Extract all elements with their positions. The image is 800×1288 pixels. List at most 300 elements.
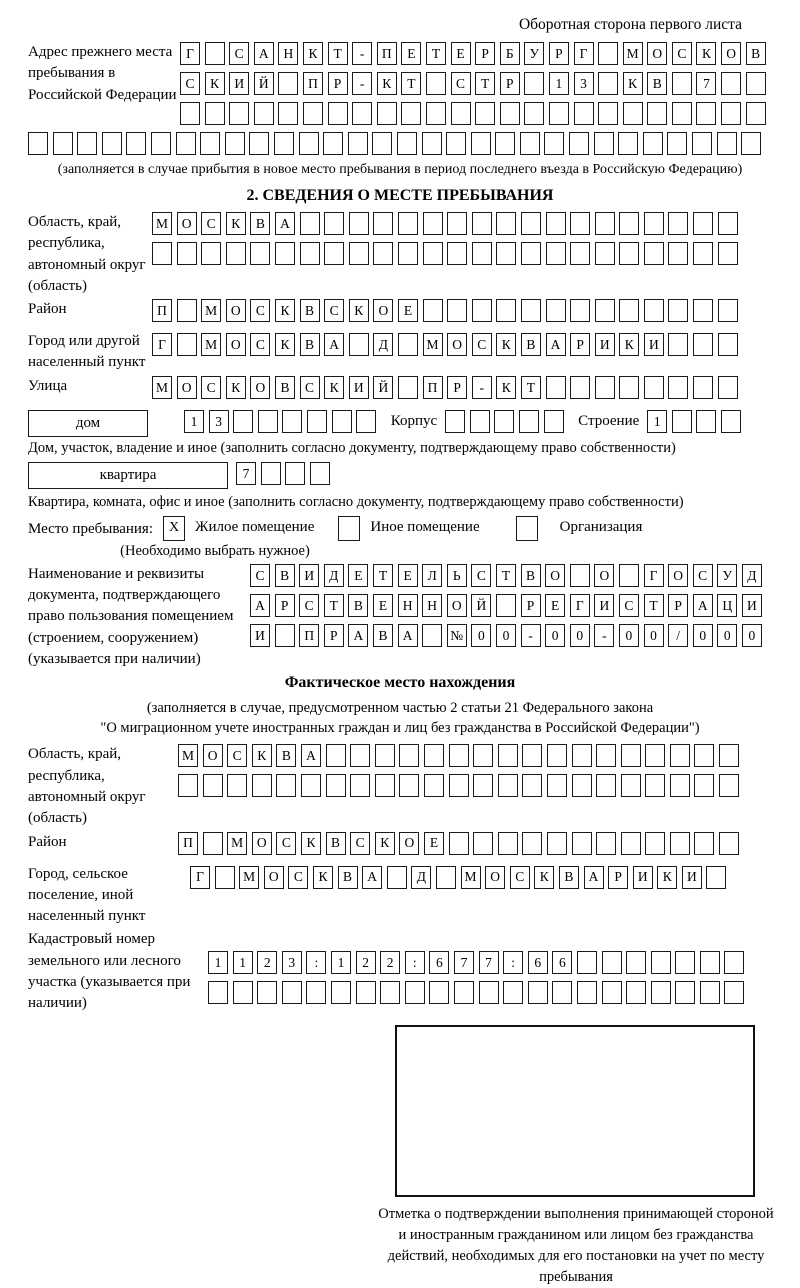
form-cell[interactable] (261, 462, 281, 485)
form-cell[interactable] (496, 212, 516, 235)
form-cell[interactable]: Р (570, 333, 590, 356)
form-cell[interactable]: Д (411, 866, 431, 889)
form-cell[interactable]: 0 (496, 624, 516, 647)
form-cell[interactable] (546, 242, 566, 265)
form-cell[interactable]: Й (373, 376, 393, 399)
form-cell[interactable]: С (693, 564, 713, 587)
form-cell[interactable] (348, 132, 368, 155)
form-cell[interactable]: Н (278, 42, 298, 65)
form-cell[interactable] (521, 242, 541, 265)
form-cell[interactable] (498, 774, 518, 797)
form-cell[interactable] (326, 744, 346, 767)
form-cell[interactable] (449, 832, 469, 855)
form-cell[interactable] (572, 774, 592, 797)
form-cell[interactable]: И (229, 72, 249, 95)
form-cell[interactable] (546, 376, 566, 399)
form-cell[interactable]: Е (424, 832, 444, 855)
form-cell[interactable]: В (338, 866, 358, 889)
form-cell[interactable] (644, 212, 664, 235)
form-cell[interactable]: О (668, 564, 688, 587)
form-cell[interactable] (602, 981, 622, 1004)
form-cell[interactable] (398, 212, 418, 235)
form-cell[interactable]: В (647, 72, 667, 95)
form-cell[interactable] (423, 299, 443, 322)
form-cell[interactable] (307, 410, 327, 433)
form-cell[interactable]: И (594, 594, 614, 617)
form-cell[interactable]: И (595, 333, 615, 356)
form-cell[interactable] (326, 774, 346, 797)
form-cell[interactable] (200, 132, 220, 155)
form-cell[interactable]: К (313, 866, 333, 889)
form-cell[interactable] (718, 376, 738, 399)
form-cell[interactable] (471, 132, 491, 155)
checkbox-organizatsiya[interactable] (516, 516, 538, 541)
form-cell[interactable]: И (682, 866, 702, 889)
form-cell[interactable] (399, 744, 419, 767)
form-cell[interactable] (626, 981, 646, 1004)
form-cell[interactable]: 1 (647, 410, 667, 433)
form-cell[interactable] (521, 299, 541, 322)
form-cell[interactable]: 2 (356, 951, 376, 974)
form-cell[interactable]: Т (328, 42, 348, 65)
form-cell[interactable] (668, 299, 688, 322)
form-cell[interactable]: 0 (742, 624, 762, 647)
form-cell[interactable]: / (668, 624, 688, 647)
form-cell[interactable] (53, 132, 73, 155)
form-cell[interactable] (276, 774, 296, 797)
form-cell[interactable]: 1 (331, 951, 351, 974)
form-cell[interactable]: О (226, 333, 246, 356)
form-cell[interactable] (520, 132, 540, 155)
form-cell[interactable] (375, 774, 395, 797)
form-cell[interactable]: А (584, 866, 604, 889)
form-cell[interactable]: Г (152, 333, 172, 356)
form-cell[interactable]: : (405, 951, 425, 974)
form-cell[interactable]: К (226, 212, 246, 235)
form-cell[interactable] (675, 981, 695, 1004)
form-cell[interactable]: Г (570, 594, 590, 617)
form-cell[interactable]: 3 (574, 72, 594, 95)
form-cell[interactable] (693, 376, 713, 399)
form-cell[interactable] (521, 212, 541, 235)
form-cell[interactable]: - (352, 72, 372, 95)
form-cell[interactable]: К (619, 333, 639, 356)
form-cell[interactable]: Е (398, 564, 418, 587)
form-cell[interactable] (445, 410, 465, 433)
form-cell[interactable]: К (377, 72, 397, 95)
form-cell[interactable]: В (300, 299, 320, 322)
form-cell[interactable] (324, 212, 344, 235)
form-cell[interactable]: Т (401, 72, 421, 95)
form-cell[interactable] (741, 132, 761, 155)
form-cell[interactable] (177, 299, 197, 322)
form-cell[interactable] (249, 132, 269, 155)
form-cell[interactable] (375, 744, 395, 767)
form-cell[interactable] (422, 132, 442, 155)
form-cell[interactable]: М (239, 866, 259, 889)
form-cell[interactable] (300, 212, 320, 235)
form-cell[interactable]: С (288, 866, 308, 889)
form-cell[interactable] (670, 832, 690, 855)
form-cell[interactable] (621, 744, 641, 767)
form-cell[interactable]: Т (521, 376, 541, 399)
form-cell[interactable] (205, 42, 225, 65)
form-cell[interactable] (693, 212, 713, 235)
form-cell[interactable] (577, 981, 597, 1004)
form-cell[interactable] (718, 299, 738, 322)
form-cell[interactable] (647, 102, 667, 125)
form-cell[interactable] (700, 951, 720, 974)
form-cell[interactable] (524, 72, 544, 95)
form-cell[interactable] (645, 774, 665, 797)
form-cell[interactable] (721, 102, 741, 125)
form-cell[interactable]: П (178, 832, 198, 855)
form-cell[interactable]: А (348, 624, 368, 647)
form-cell[interactable]: Е (373, 594, 393, 617)
form-cell[interactable]: И (644, 333, 664, 356)
form-cell[interactable] (306, 981, 326, 1004)
form-cell[interactable] (176, 132, 196, 155)
form-cell[interactable] (323, 132, 343, 155)
form-cell[interactable] (282, 981, 302, 1004)
checkbox-zhiloe[interactable]: X (163, 516, 185, 541)
form-cell[interactable] (332, 410, 352, 433)
form-cell[interactable]: К (324, 376, 344, 399)
form-cell[interactable]: М (152, 376, 172, 399)
form-cell[interactable]: 7 (479, 951, 499, 974)
form-cell[interactable] (544, 410, 564, 433)
form-cell[interactable] (619, 242, 639, 265)
form-cell[interactable] (544, 132, 564, 155)
form-cell[interactable]: С (250, 299, 270, 322)
form-cell[interactable] (373, 212, 393, 235)
form-cell[interactable]: Е (545, 594, 565, 617)
form-cell[interactable] (719, 774, 739, 797)
form-cell[interactable]: М (201, 333, 221, 356)
form-cell[interactable] (177, 333, 197, 356)
form-cell[interactable] (668, 333, 688, 356)
form-cell[interactable] (447, 299, 467, 322)
form-cell[interactable] (254, 102, 274, 125)
form-cell[interactable] (473, 832, 493, 855)
form-cell[interactable] (426, 72, 446, 95)
form-cell[interactable] (300, 242, 320, 265)
form-cell[interactable] (201, 242, 221, 265)
form-cell[interactable] (233, 981, 253, 1004)
form-cell[interactable]: : (503, 951, 523, 974)
form-cell[interactable]: 7 (454, 951, 474, 974)
form-cell[interactable] (651, 981, 671, 1004)
form-cell[interactable] (577, 951, 597, 974)
form-cell[interactable] (350, 744, 370, 767)
form-cell[interactable]: П (152, 299, 172, 322)
form-cell[interactable]: 6 (528, 951, 548, 974)
form-cell[interactable]: 6 (429, 951, 449, 974)
form-cell[interactable]: 0 (619, 624, 639, 647)
form-cell[interactable]: Р (608, 866, 628, 889)
form-cell[interactable]: С (227, 744, 247, 767)
form-cell[interactable] (621, 774, 641, 797)
form-cell[interactable] (331, 981, 351, 1004)
form-cell[interactable]: С (180, 72, 200, 95)
form-cell[interactable]: О (177, 212, 197, 235)
form-cell[interactable] (675, 951, 695, 974)
form-cell[interactable]: И (742, 594, 762, 617)
form-cell[interactable] (670, 744, 690, 767)
form-cell[interactable] (746, 72, 766, 95)
form-cell[interactable] (693, 242, 713, 265)
form-cell[interactable]: С (510, 866, 530, 889)
form-cell[interactable]: К (657, 866, 677, 889)
form-cell[interactable] (596, 832, 616, 855)
form-cell[interactable]: К (496, 333, 516, 356)
form-cell[interactable]: Т (496, 564, 516, 587)
form-cell[interactable]: И (250, 624, 270, 647)
form-cell[interactable]: А (398, 624, 418, 647)
form-cell[interactable]: В (275, 564, 295, 587)
form-cell[interactable] (569, 132, 589, 155)
form-cell[interactable]: Е (398, 299, 418, 322)
form-cell[interactable] (621, 832, 641, 855)
form-cell[interactable]: 0 (545, 624, 565, 647)
form-cell[interactable]: Е (348, 564, 368, 587)
form-cell[interactable]: Р (324, 624, 344, 647)
form-cell[interactable] (250, 242, 270, 265)
form-cell[interactable] (495, 132, 515, 155)
form-cell[interactable] (724, 981, 744, 1004)
form-cell[interactable] (574, 102, 594, 125)
form-cell[interactable] (449, 744, 469, 767)
form-cell[interactable]: К (275, 299, 295, 322)
form-cell[interactable] (494, 410, 514, 433)
form-cell[interactable]: В (521, 333, 541, 356)
form-cell[interactable]: Е (451, 42, 471, 65)
form-cell[interactable] (693, 333, 713, 356)
form-cell[interactable] (472, 299, 492, 322)
form-cell[interactable] (696, 410, 716, 433)
form-cell[interactable] (595, 212, 615, 235)
form-cell[interactable]: Д (742, 564, 762, 587)
form-cell[interactable] (257, 981, 277, 1004)
form-cell[interactable] (328, 102, 348, 125)
form-cell[interactable] (746, 102, 766, 125)
form-cell[interactable] (643, 132, 663, 155)
form-cell[interactable] (602, 951, 622, 974)
form-cell[interactable]: С (300, 376, 320, 399)
form-cell[interactable] (670, 774, 690, 797)
form-cell[interactable]: - (521, 624, 541, 647)
form-cell[interactable] (547, 744, 567, 767)
form-cell[interactable]: Е (401, 42, 421, 65)
form-cell[interactable] (721, 410, 741, 433)
form-cell[interactable] (547, 774, 567, 797)
form-cell[interactable] (596, 774, 616, 797)
form-cell[interactable] (719, 832, 739, 855)
form-cell[interactable] (668, 376, 688, 399)
form-cell[interactable]: Р (500, 72, 520, 95)
form-cell[interactable]: Н (422, 594, 442, 617)
form-cell[interactable] (619, 376, 639, 399)
form-cell[interactable] (619, 299, 639, 322)
form-cell[interactable] (352, 102, 372, 125)
form-cell[interactable] (423, 242, 443, 265)
form-cell[interactable] (672, 102, 692, 125)
form-cell[interactable] (692, 132, 712, 155)
form-cell[interactable] (496, 299, 516, 322)
form-cell[interactable] (598, 42, 618, 65)
form-cell[interactable]: А (254, 42, 274, 65)
form-cell[interactable] (724, 951, 744, 974)
form-cell[interactable] (401, 102, 421, 125)
form-cell[interactable] (225, 132, 245, 155)
form-cell[interactable]: П (423, 376, 443, 399)
form-cell[interactable] (522, 744, 542, 767)
form-cell[interactable]: О (647, 42, 667, 65)
form-cell[interactable] (645, 832, 665, 855)
form-cell[interactable] (399, 774, 419, 797)
form-cell[interactable] (398, 242, 418, 265)
form-cell[interactable]: Т (644, 594, 664, 617)
form-cell[interactable] (706, 866, 726, 889)
form-cell[interactable] (598, 72, 618, 95)
form-cell[interactable]: Ь (447, 564, 467, 587)
form-cell[interactable]: С (672, 42, 692, 65)
form-cell[interactable] (278, 102, 298, 125)
form-cell[interactable] (498, 744, 518, 767)
form-cell[interactable] (718, 242, 738, 265)
form-cell[interactable]: Р (275, 594, 295, 617)
form-cell[interactable] (524, 102, 544, 125)
form-cell[interactable]: О (264, 866, 284, 889)
form-cell[interactable] (546, 299, 566, 322)
form-cell[interactable]: Т (426, 42, 446, 65)
form-cell[interactable] (349, 333, 369, 356)
form-cell[interactable]: В (276, 744, 296, 767)
form-cell[interactable]: С (299, 594, 319, 617)
form-cell[interactable]: О (373, 299, 393, 322)
form-cell[interactable]: О (545, 564, 565, 587)
form-cell[interactable] (356, 981, 376, 1004)
form-cell[interactable]: П (303, 72, 323, 95)
form-cell[interactable]: О (203, 744, 223, 767)
form-cell[interactable]: О (447, 333, 467, 356)
form-cell[interactable]: О (252, 832, 272, 855)
form-cell[interactable] (618, 132, 638, 155)
form-cell[interactable]: 7 (696, 72, 716, 95)
form-cell[interactable]: Р (549, 42, 569, 65)
form-cell[interactable]: 0 (471, 624, 491, 647)
form-cell[interactable]: А (546, 333, 566, 356)
form-cell[interactable]: С (229, 42, 249, 65)
form-cell[interactable] (595, 376, 615, 399)
form-cell[interactable]: 1 (208, 951, 228, 974)
form-cell[interactable] (424, 774, 444, 797)
form-cell[interactable]: 1 (184, 410, 204, 433)
form-cell[interactable] (496, 594, 516, 617)
form-cell[interactable] (285, 462, 305, 485)
form-cell[interactable] (282, 410, 302, 433)
form-cell[interactable]: К (349, 299, 369, 322)
form-cell[interactable] (694, 744, 714, 767)
form-cell[interactable]: С (471, 564, 491, 587)
form-cell[interactable] (252, 774, 272, 797)
form-cell[interactable] (570, 299, 590, 322)
form-cell[interactable]: Р (521, 594, 541, 617)
form-cell[interactable] (522, 774, 542, 797)
form-cell[interactable] (595, 299, 615, 322)
form-cell[interactable] (356, 410, 376, 433)
form-cell[interactable]: М (178, 744, 198, 767)
form-cell[interactable] (447, 212, 467, 235)
form-cell[interactable] (479, 981, 499, 1004)
form-cell[interactable]: С (451, 72, 471, 95)
form-cell[interactable] (205, 102, 225, 125)
form-cell[interactable]: С (250, 333, 270, 356)
form-cell[interactable] (377, 102, 397, 125)
form-cell[interactable]: В (348, 594, 368, 617)
form-cell[interactable] (229, 102, 249, 125)
form-cell[interactable]: Ц (717, 594, 737, 617)
form-cell[interactable] (547, 832, 567, 855)
form-cell[interactable] (718, 333, 738, 356)
form-cell[interactable]: К (252, 744, 272, 767)
form-cell[interactable]: 3 (282, 951, 302, 974)
form-cell[interactable]: 6 (552, 951, 572, 974)
form-cell[interactable]: У (717, 564, 737, 587)
form-cell[interactable]: Д (324, 564, 344, 587)
form-cell[interactable]: М (152, 212, 172, 235)
form-cell[interactable] (696, 102, 716, 125)
form-cell[interactable]: 3 (209, 410, 229, 433)
form-cell[interactable] (700, 981, 720, 1004)
form-cell[interactable]: В (521, 564, 541, 587)
form-cell[interactable]: К (623, 72, 643, 95)
form-cell[interactable] (644, 242, 664, 265)
form-cell[interactable]: В (275, 376, 295, 399)
form-cell[interactable]: Н (398, 594, 418, 617)
form-cell[interactable] (672, 72, 692, 95)
form-cell[interactable]: К (205, 72, 225, 95)
form-cell[interactable]: - (594, 624, 614, 647)
form-cell[interactable] (28, 132, 48, 155)
form-cell[interactable]: О (177, 376, 197, 399)
form-cell[interactable]: 7 (236, 462, 256, 485)
form-cell[interactable]: Г (180, 42, 200, 65)
form-cell[interactable]: С (350, 832, 370, 855)
form-cell[interactable] (299, 132, 319, 155)
form-cell[interactable]: К (303, 42, 323, 65)
form-cell[interactable] (668, 212, 688, 235)
form-cell[interactable] (473, 744, 493, 767)
form-cell[interactable] (496, 242, 516, 265)
form-cell[interactable]: Л (422, 564, 442, 587)
form-cell[interactable] (623, 102, 643, 125)
form-cell[interactable] (651, 951, 671, 974)
form-cell[interactable]: С (201, 212, 221, 235)
form-cell[interactable]: Р (475, 42, 495, 65)
form-cell[interactable]: 2 (257, 951, 277, 974)
form-cell[interactable]: К (696, 42, 716, 65)
form-cell[interactable] (303, 102, 323, 125)
form-cell[interactable] (694, 774, 714, 797)
form-cell[interactable] (278, 72, 298, 95)
form-cell[interactable] (570, 212, 590, 235)
form-cell[interactable]: К (534, 866, 554, 889)
form-cell[interactable] (387, 866, 407, 889)
form-cell[interactable] (451, 102, 471, 125)
form-cell[interactable]: К (375, 832, 395, 855)
form-cell[interactable] (405, 981, 425, 1004)
